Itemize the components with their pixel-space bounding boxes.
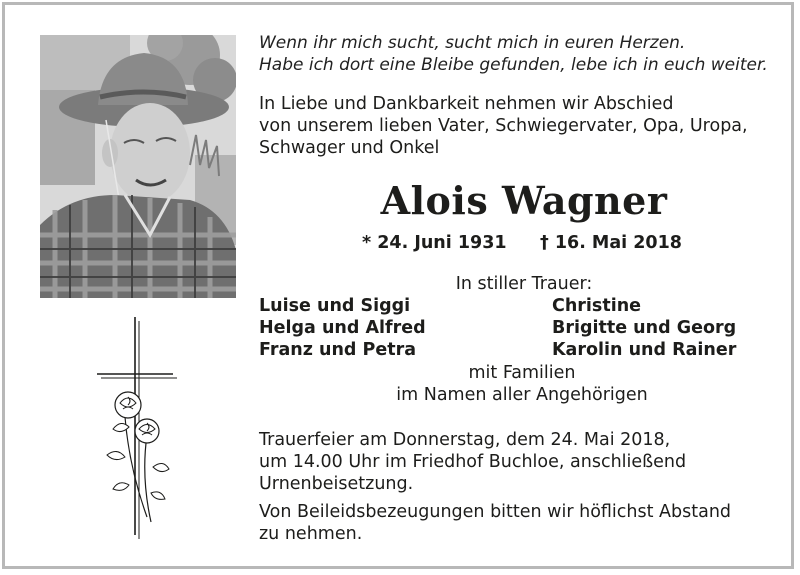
families-line: mit Familien [468,363,576,383]
birth-date: * 24. Juni 1931 [362,233,507,253]
ceremony-line: Trauerfeier am Donnerstag, dem 24. Mai 2018, [259,430,671,450]
mourner-name: Brigitte und Georg [552,318,737,338]
mourner-name: Christine [552,296,642,316]
motto-line: Habe ich dort eine Bleibe gefunden, lebe ich in euch weiter. [259,55,768,75]
condolence-note [259,501,789,545]
memorial-motto [259,32,789,76]
motto-line: Wenn ihr mich sucht, sucht mich in euren Herzen. [259,33,686,53]
intro-line: Schwager und Onkel [259,138,440,158]
mourners-row [259,317,789,339]
ceremony-line: Urnenbeisetzung. [259,474,414,494]
farewell-intro [259,93,789,159]
ceremony-line: um 14.00 Uhr im Friedhof Buchloe, anschließend [259,452,687,472]
mourner-name: Helga und Alfred [259,318,426,338]
mourner-name: Karolin und Rainer [552,340,737,360]
portrait-photo [40,35,236,298]
funeral-ceremony-info [259,429,789,495]
mourners-row [259,339,789,361]
condolence-line: zu nehmen. [259,524,363,544]
mourning-heading: In stiller Trauer: [455,274,593,294]
intro-line: von unserem lieben Vater, Schwiegervater, Opa, Uropa, [259,116,748,136]
mourners-list [259,295,789,361]
cross-with-roses-icon [95,317,181,545]
intro-line: In Liebe und Dankbarkeit nehmen wir Abschied [259,94,674,114]
mourner-name: Luise und Siggi [259,296,411,316]
condolence-line: Von Beileidsbezeugungen bitten wir höflichst Abstand [259,502,732,522]
deceased-name: Alois Wagner [380,178,668,223]
families-line: im Namen aller Angehörigen [396,385,648,405]
families-note [259,362,785,406]
death-date: † 16. Mai 2018 [540,233,682,253]
mourner-name: Franz und Petra [259,340,417,360]
mourners-row [259,295,789,317]
